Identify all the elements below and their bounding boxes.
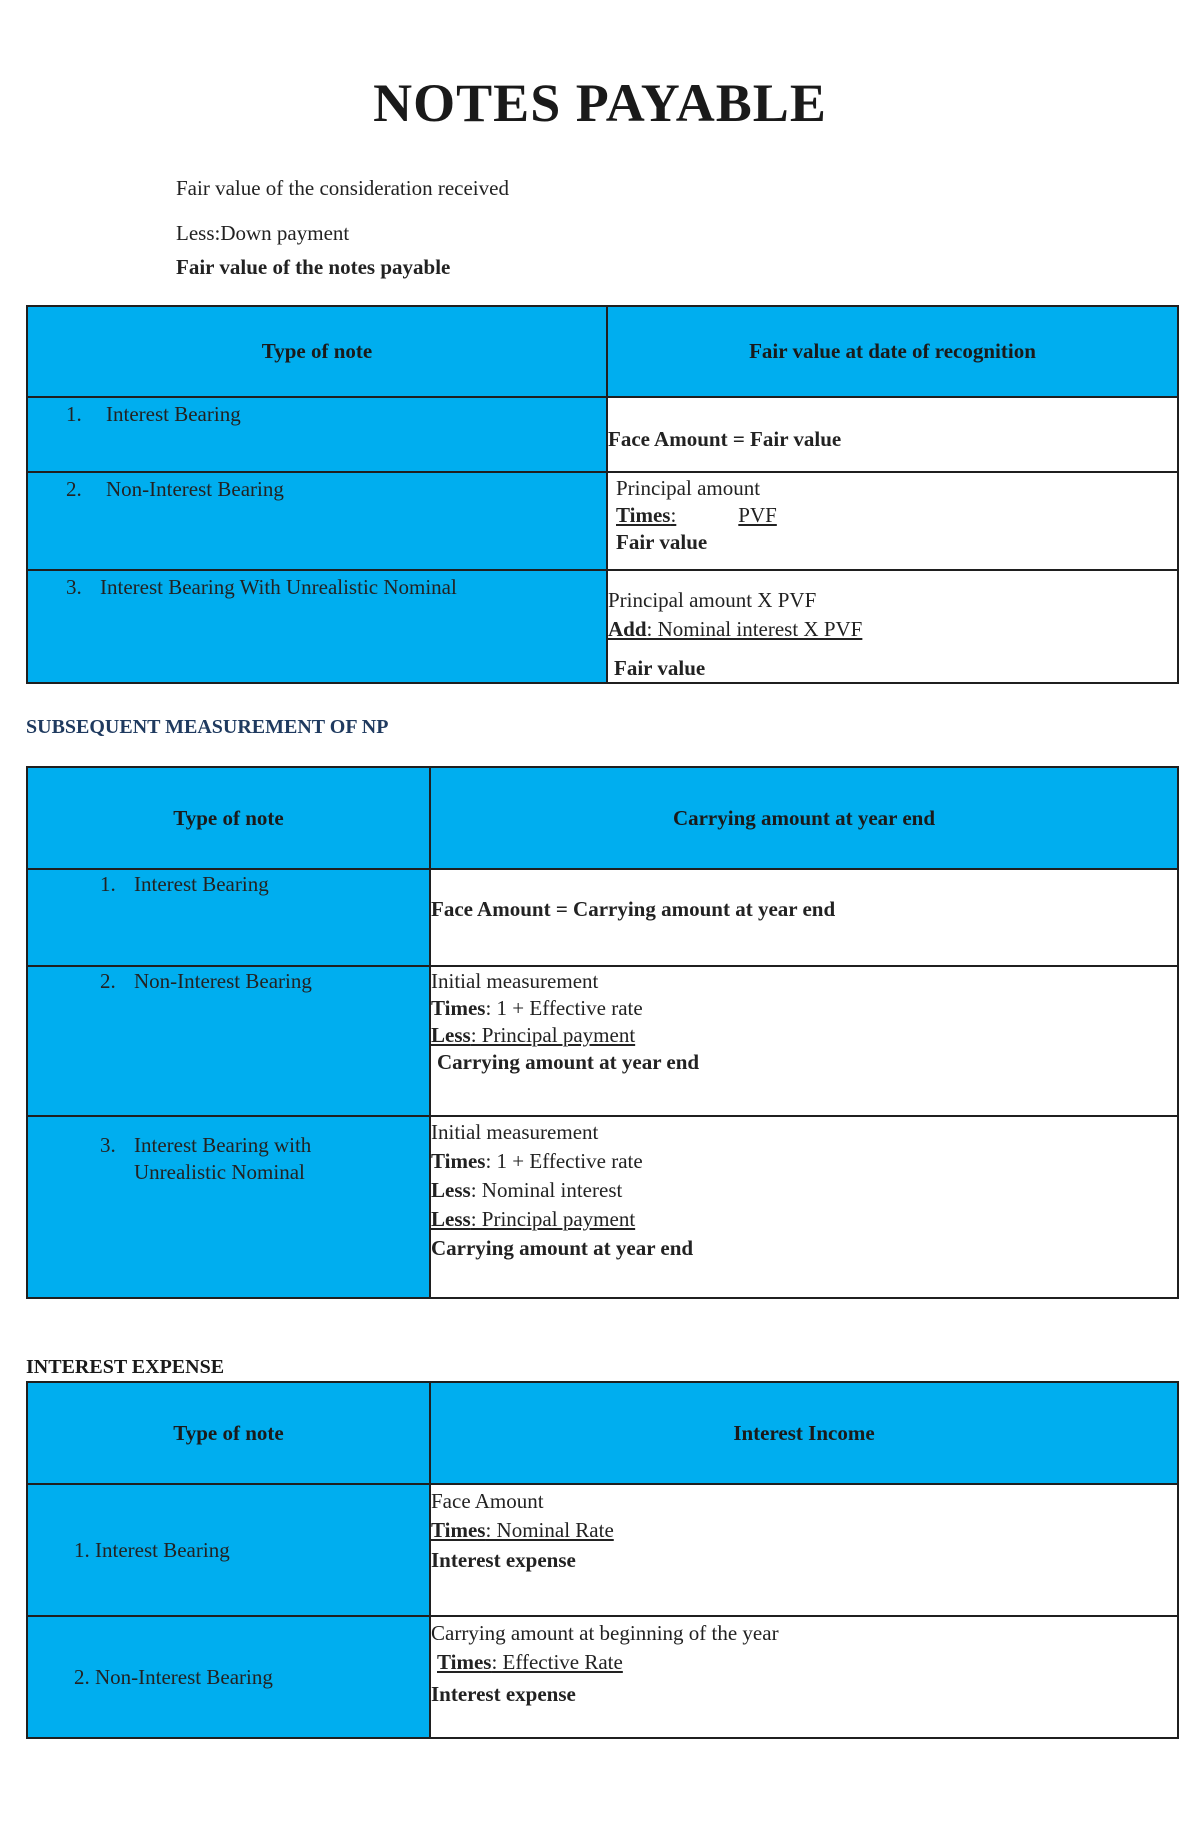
- row-type-cell: [27, 1484, 430, 1616]
- row-number: 2.: [100, 969, 116, 993]
- row-label: Interest Bearing With Unrealistic Nominal: [100, 575, 457, 599]
- table-row: [27, 1616, 1178, 1738]
- table-row: [27, 1484, 1178, 1616]
- table-row: [27, 966, 1178, 1116]
- formula-line: Face Amount: [431, 1489, 544, 1513]
- row-number: 2.: [66, 477, 82, 501]
- row-number: 3.: [66, 575, 82, 599]
- formula-result: Carrying amount at year end: [431, 1236, 694, 1260]
- row-type-cell: [27, 472, 607, 570]
- row-type-cell: [27, 1616, 430, 1738]
- row-formula-cell: [430, 1616, 1178, 1738]
- formula-line: Less: Principal payment: [431, 1207, 636, 1231]
- row-formula-cell: [607, 472, 1178, 570]
- intro-fair-value-line: Fair value of the notes payable: [176, 255, 451, 279]
- column-header-interest-income: Interest Income: [430, 1382, 1178, 1484]
- row-type-cell: [27, 869, 430, 966]
- intro-down-payment-line: Less:Down payment: [176, 221, 350, 245]
- formula-line: Principal amount X PVF: [608, 588, 817, 612]
- row-label: 3. Interest Bearing with: [100, 1133, 312, 1157]
- row-label: Interest Bearing: [134, 872, 269, 896]
- row-label: Non-Interest Bearing: [106, 477, 284, 501]
- formula-line: Less: Principal payment: [431, 1023, 636, 1047]
- formula-result: Fair value: [616, 530, 708, 554]
- intro-consideration-line: Fair value of the consideration received: [176, 176, 509, 200]
- column-header-type: Type of note: [27, 306, 607, 397]
- formula-line: Times: Effective Rate: [437, 1650, 623, 1674]
- table-row: [27, 869, 1178, 966]
- table-header-row: [27, 306, 1178, 397]
- row-formula-cell: [430, 1116, 1178, 1298]
- column-header-type: Type of note: [27, 1382, 430, 1484]
- table-row: [27, 472, 1178, 570]
- table-header-row: [27, 767, 1178, 869]
- row-label: Interest Bearing: [106, 402, 241, 426]
- row-formula-cell: [607, 397, 1178, 472]
- row-formula-cell: [430, 966, 1178, 1116]
- formula-line: Carrying amount at beginning of the year: [431, 1621, 779, 1645]
- row-type-cell: [27, 397, 607, 472]
- row-number: 1.: [66, 402, 82, 426]
- formula-line: Times: 1 + Effective rate: [431, 1149, 643, 1173]
- formula-line: Times: PVF: [616, 503, 777, 527]
- formula-text: Face Amount = Fair value: [608, 427, 842, 451]
- row-type-cell: [27, 966, 430, 1116]
- row-number: 1.: [100, 872, 116, 896]
- formula-line: Initial measurement: [431, 1120, 599, 1144]
- initial-measurement-table: [26, 305, 1179, 684]
- subsequent-measurement-table: [26, 766, 1179, 1299]
- formula-result: Interest expense: [431, 1682, 576, 1706]
- formula-line: Times: Nominal Rate: [431, 1518, 614, 1542]
- column-header-fair-value: Fair value at date of recognition: [607, 306, 1178, 397]
- formula-result: Carrying amount at year end: [437, 1050, 700, 1074]
- row-formula-cell: [607, 570, 1178, 683]
- row-formula-cell: [430, 1484, 1178, 1616]
- row-type-cell: [27, 570, 607, 683]
- formula-line: Principal amount: [616, 476, 761, 500]
- formula-result: Interest expense: [431, 1548, 576, 1572]
- table-header-row: [27, 1382, 1178, 1484]
- formula-line: Less: Nominal interest: [431, 1178, 623, 1202]
- formula-line: Times: 1 + Effective rate: [431, 996, 643, 1020]
- row-type-cell: [27, 1116, 430, 1298]
- row-label: 2. Non-Interest Bearing: [74, 1664, 273, 1689]
- table-row: [27, 1116, 1178, 1298]
- interest-expense-table: [26, 1381, 1179, 1739]
- row-label: Non-Interest Bearing: [134, 969, 312, 993]
- section-heading-subsequent: SUBSEQUENT MEASUREMENT OF NP: [26, 716, 389, 738]
- section-heading-interest-expense: INTEREST EXPENSE: [26, 1356, 225, 1378]
- table-row: [27, 570, 1178, 683]
- row-formula-cell: [430, 869, 1178, 966]
- column-header-carrying-amount: Carrying amount at year end: [430, 767, 1178, 869]
- row-label: 1. Interest Bearing: [74, 1537, 230, 1562]
- formula-text: Face Amount = Carrying amount at year end: [431, 897, 836, 921]
- formula-result: Fair value: [614, 656, 706, 680]
- table-row: [27, 397, 1178, 472]
- column-header-type: Type of note: [27, 767, 430, 869]
- formula-line: Initial measurement: [431, 969, 599, 993]
- formula-line: Add: Nominal interest X PVF: [608, 617, 863, 641]
- row-label-continued: Unrealistic Nominal: [134, 1160, 305, 1184]
- page-title: NOTES PAYABLE: [373, 73, 827, 133]
